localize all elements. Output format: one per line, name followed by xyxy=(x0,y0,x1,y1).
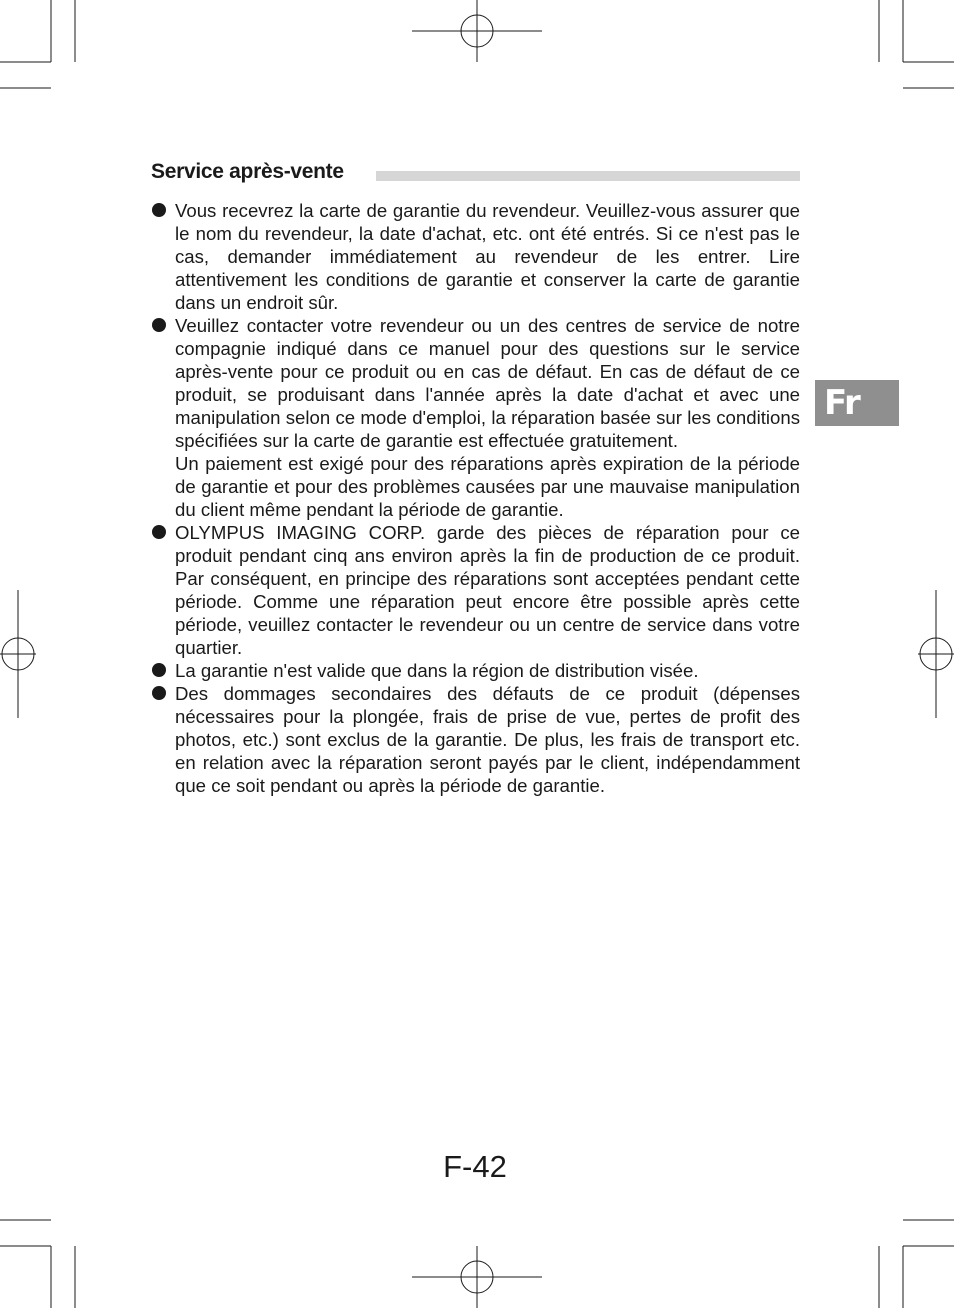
registration-mark-icon xyxy=(918,590,954,718)
bullet-text: La garantie n'est valide que dans la région de distribution visée. xyxy=(175,660,699,681)
bullet-text: Des dommages secondaires des défauts de ce produit (dépenses nécessaires pour la plongée, frais de prise de vue, pertes de profit des photos, etc.) sont exclus de la garantie. De plus, les frais de transport etc. en relation avec la réparation seront payés par le client, indépendamment que ce soit pendant ou après la période de garantie. xyxy=(175,683,800,796)
page-number xyxy=(0,1149,954,1185)
registration-mark-icon xyxy=(412,1246,542,1308)
list-item xyxy=(151,659,800,682)
list-item xyxy=(151,682,800,797)
registration-mark-icon xyxy=(0,590,36,718)
bullet-dot-icon xyxy=(152,318,166,332)
bullet-text: Un paiement est exigé pour des réparations après expiration de la période de garantie et pour des problèmes causées par une mauvaise manipulation du client même pendant la période de garantie. xyxy=(175,453,800,520)
bullet-text: Vous recevrez la carte de garantie du revendeur. Veuillez-vous assurer que le nom du revendeur, la date d'achat, etc. ont été entrés. Si ce n'est pas le cas, demander immédiatement au revendeur de les entrer. Lire attentivement les conditions de garantie et conserver la carte de garantie dans un endroit sûr. xyxy=(175,200,800,313)
bullet-dot-icon xyxy=(152,663,166,677)
bullet-dot-icon xyxy=(152,203,166,217)
bullet-text: OLYMPUS IMAGING CORP. garde des pièces de réparation pour ce produit pendant cinq ans environ après la fin de production de ce produit. Par conséquent, en principe des réparations sont acceptées pendant cette période. Comme une réparation peut encore être possible après cette période, veuillez contacter le revendeur ou un centre de service dans votre quartier. xyxy=(175,522,800,658)
bullet-text: Veuillez contacter votre revendeur ou un des centres de service de notre compagnie indiqué dans ce manuel pour des questions sur le service après-vente pour ce produit ou en cas de défaut. En cas de défaut de ce produit, se produisant dans l'année après la date d'achat et avec une manipulation selon ce mode d'emploi, la réparation basée sur les conditions spécifiées sur la carte de garantie est effectuée gratuitement. xyxy=(175,315,800,451)
list-item xyxy=(151,199,800,314)
page-number-text: F-42 xyxy=(443,1149,507,1184)
bullet-list xyxy=(151,199,800,797)
list-item xyxy=(151,521,800,659)
language-tab: Fr xyxy=(815,380,899,426)
bullet-dot-icon xyxy=(152,525,166,539)
title-rule xyxy=(376,171,800,181)
bullet-dot-icon xyxy=(152,686,166,700)
registration-mark-icon xyxy=(412,0,542,62)
section-title: Service après-vente xyxy=(151,160,344,183)
list-item xyxy=(151,314,800,521)
